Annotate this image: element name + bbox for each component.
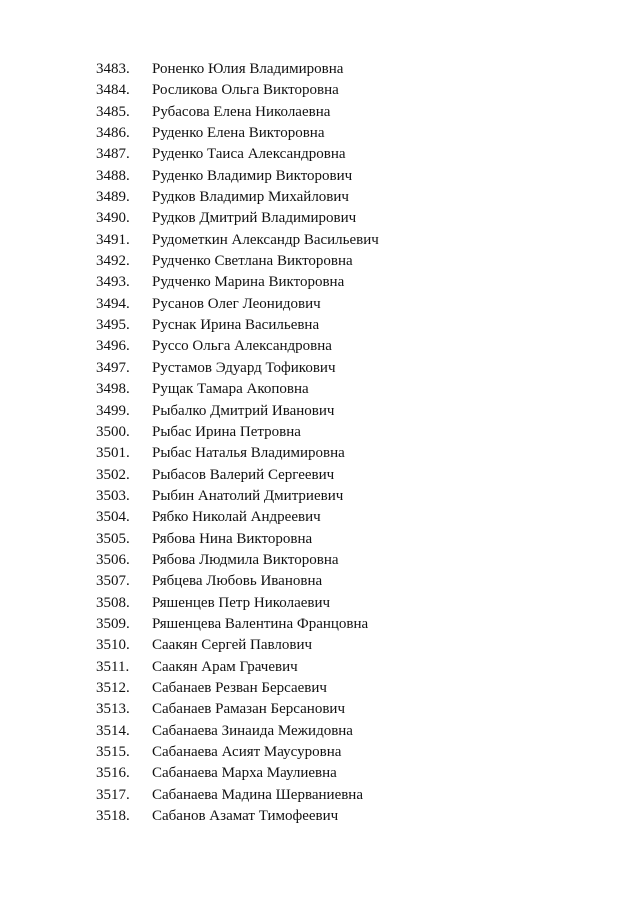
list-item bbox=[0, 806, 640, 827]
list-item-number: 3504. bbox=[96, 509, 130, 526]
list-item bbox=[0, 401, 640, 422]
list-item-number: 3500. bbox=[96, 423, 130, 440]
list-item-number: 3513. bbox=[96, 701, 130, 718]
list-item bbox=[0, 465, 640, 486]
list-item-number: 3501. bbox=[96, 445, 130, 462]
list-item-number: 3510. bbox=[96, 637, 130, 654]
list-item-number: 3488. bbox=[96, 167, 130, 184]
list-item-full-name: Руденко Владимир Викторович bbox=[152, 167, 353, 184]
list-item-full-name: Рустамов Эдуард Тофикович bbox=[152, 359, 336, 376]
list-item-full-name: Рябко Николай Андреевич bbox=[152, 509, 321, 526]
list-item bbox=[0, 486, 640, 507]
list-item bbox=[0, 102, 640, 123]
list-item bbox=[0, 251, 640, 272]
list-item bbox=[0, 422, 640, 443]
list-item bbox=[0, 336, 640, 357]
list-item bbox=[0, 614, 640, 635]
list-item-full-name: Сабанаев Рамазан Берсанович bbox=[152, 701, 345, 718]
list-item-full-name: Рябова Нина Викторовна bbox=[152, 530, 313, 547]
list-item-full-name: Рущак Тамара Акоповна bbox=[152, 381, 309, 398]
list-item-full-name: Рыбас Наталья Владимировна bbox=[152, 445, 345, 462]
list-item bbox=[0, 315, 640, 336]
list-item bbox=[0, 678, 640, 699]
list-item-full-name: Рудков Владимир Михайлович bbox=[152, 189, 349, 206]
list-item-number: 3507. bbox=[96, 573, 130, 590]
list-item-full-name: Сабанаев Резван Берсаевич bbox=[152, 679, 327, 696]
list-item-number: 3496. bbox=[96, 338, 130, 355]
list-item bbox=[0, 208, 640, 229]
list-item-number: 3517. bbox=[96, 786, 130, 803]
list-item-number: 3493. bbox=[96, 274, 130, 291]
list-item-full-name: Рудченко Светлана Викторовна bbox=[152, 253, 353, 270]
list-item-number: 3486. bbox=[96, 125, 130, 142]
list-item-full-name: Ряшенцева Валентина Францовна bbox=[152, 615, 369, 632]
list-item-full-name: Руснак Ирина Васильевна bbox=[152, 317, 320, 334]
list-item-full-name: Рыбалко Дмитрий Иванович bbox=[152, 402, 335, 419]
list-item-number: 3508. bbox=[96, 594, 130, 611]
list-item bbox=[0, 166, 640, 187]
list-item-number: 3490. bbox=[96, 210, 130, 227]
list-item-full-name: Рудков Дмитрий Владимирович bbox=[152, 210, 357, 227]
list-item bbox=[0, 80, 640, 101]
list-item-number: 3494. bbox=[96, 295, 130, 312]
list-item bbox=[0, 550, 640, 571]
list-item bbox=[0, 187, 640, 208]
list-item bbox=[0, 144, 640, 165]
list-item-full-name: Ряшенцев Петр Николаевич bbox=[152, 594, 331, 611]
list-item-full-name: Сабанаева Зинаида Межидовна bbox=[152, 722, 353, 739]
list-item-number: 3483. bbox=[96, 61, 130, 77]
list-item-number: 3506. bbox=[96, 551, 130, 568]
list-item-number: 3498. bbox=[96, 381, 130, 398]
list-item-number: 3514. bbox=[96, 722, 130, 739]
list-item-number: 3509. bbox=[96, 615, 130, 632]
list-item-number: 3505. bbox=[96, 530, 130, 547]
list-item-number: 3512. bbox=[96, 679, 130, 696]
list-item-full-name: Саакян Сергей Павлович bbox=[152, 637, 313, 654]
list-item-full-name: Русанов Олег Леонидович bbox=[152, 295, 321, 312]
list-item-full-name: Роненко Юлия Владимировна bbox=[152, 61, 344, 77]
list-item bbox=[0, 657, 640, 678]
list-item bbox=[0, 699, 640, 720]
list-item-number: 3516. bbox=[96, 765, 130, 782]
list-item-number: 3499. bbox=[96, 402, 130, 419]
list-item-full-name: Рябцева Любовь Ивановна bbox=[152, 573, 323, 590]
list-item-number: 3495. bbox=[96, 317, 130, 334]
list-item-full-name: Сабанаева Мадина Шерваниевна bbox=[152, 786, 363, 803]
list-item-number: 3503. bbox=[96, 487, 130, 504]
list-item-full-name: Саакян Арам Грачевич bbox=[152, 658, 298, 675]
list-item bbox=[0, 59, 640, 80]
list-item-full-name: Рыбасов Валерий Сергеевич bbox=[152, 466, 335, 483]
list-item bbox=[0, 571, 640, 592]
list-item-number: 3515. bbox=[96, 744, 130, 760]
list-item bbox=[0, 294, 640, 315]
list-item-number: 3487. bbox=[96, 146, 130, 163]
list-item-number: 3497. bbox=[96, 359, 130, 376]
list-item bbox=[0, 379, 640, 400]
list-item-full-name: Рудченко Марина Викторовна bbox=[152, 274, 345, 291]
list-item-number: 3484. bbox=[96, 82, 130, 99]
numbered-name-list bbox=[0, 59, 640, 827]
list-item-full-name: Сабанов Азамат Тимофеевич bbox=[152, 808, 339, 825]
list-item bbox=[0, 742, 640, 763]
list-item bbox=[0, 721, 640, 742]
list-item-full-name: Сабанаева Марха Маулиевна bbox=[152, 765, 337, 782]
list-item-full-name: Рудометкин Александр Васильевич bbox=[152, 231, 379, 248]
list-item bbox=[0, 507, 640, 528]
list-item bbox=[0, 272, 640, 293]
list-item-full-name: Рыбин Анатолий Дмитриевич bbox=[152, 487, 344, 504]
list-item bbox=[0, 358, 640, 379]
list-item bbox=[0, 123, 640, 144]
list-item-number: 3489. bbox=[96, 189, 130, 206]
list-item-number: 3491. bbox=[96, 231, 130, 248]
list-item-full-name: Рябова Людмила Викторовна bbox=[152, 551, 339, 568]
list-item-number: 3492. bbox=[96, 253, 130, 270]
list-item bbox=[0, 763, 640, 784]
list-item-full-name: Рыбас Ирина Петровна bbox=[152, 423, 301, 440]
list-item bbox=[0, 785, 640, 806]
list-item-number: 3502. bbox=[96, 466, 130, 483]
list-item-full-name: Руденко Таиса Александровна bbox=[152, 146, 346, 163]
list-item-number: 3511. bbox=[96, 658, 130, 675]
list-item-number: 3518. bbox=[96, 808, 130, 825]
list-item-full-name: Руссо Ольга Александровна bbox=[152, 338, 332, 355]
list-item bbox=[0, 529, 640, 550]
list-item-full-name: Руденко Елена Викторовна bbox=[152, 125, 325, 142]
list-item bbox=[0, 443, 640, 464]
list-item-full-name: Рубасова Елена Николаевна bbox=[152, 103, 331, 120]
list-item-full-name: Росликова Ольга Викторовна bbox=[152, 82, 339, 99]
list-item bbox=[0, 593, 640, 614]
list-item bbox=[0, 635, 640, 656]
list-item bbox=[0, 230, 640, 251]
list-item-number: 3485. bbox=[96, 103, 130, 120]
list-item-full-name: Сабанаева Асият Маусуровна bbox=[152, 744, 342, 760]
